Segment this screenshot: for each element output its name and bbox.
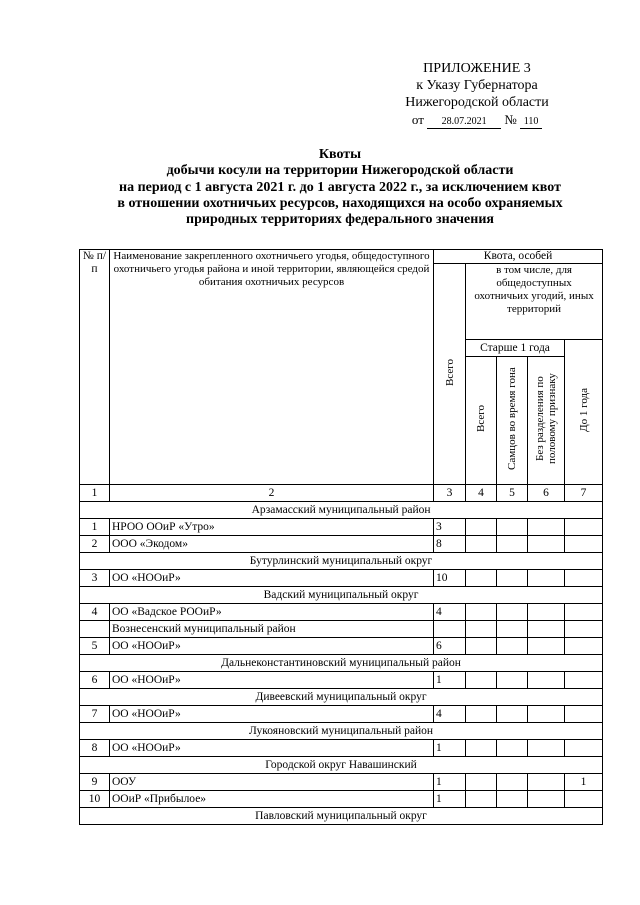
colnum-4: 4 — [466, 485, 497, 502]
row-males — [497, 774, 528, 791]
row-males — [497, 740, 528, 757]
colnum-3: 3 — [434, 485, 466, 502]
row-total: 1 — [434, 774, 466, 791]
row-nosex — [528, 706, 565, 723]
row-older-total — [466, 740, 497, 757]
row-total: 1 — [434, 740, 466, 757]
row-under1 — [565, 536, 603, 553]
blank-cell — [434, 621, 466, 638]
row-name: ОО «НООиР» — [110, 638, 434, 655]
row-under1 — [565, 604, 603, 621]
row-num: 2 — [80, 536, 110, 553]
table-row — [80, 706, 603, 723]
header-quota: Квота, особей — [434, 250, 603, 264]
title-line1: Квоты — [318, 147, 362, 162]
table-row — [80, 740, 603, 757]
table-row — [80, 791, 603, 808]
region-row: Городской округ Навашинский — [80, 757, 603, 774]
row-total: 10 — [434, 570, 466, 587]
row-under1 — [565, 638, 603, 655]
row-older-total — [466, 672, 497, 689]
row-males — [497, 791, 528, 808]
row-name: ОО «НООиР» — [110, 706, 434, 723]
row-nosex — [528, 536, 565, 553]
blank-cell — [497, 621, 528, 638]
region-row: Дивеевский муниципальный округ — [80, 689, 603, 706]
title-line3: на период с 1 августа 2021 г. до 1 августа 2022 г., за исключением квот — [119, 179, 561, 195]
colnum-1: 1 — [80, 485, 110, 502]
annex-line1: ПРИЛОЖЕНИЕ 3 — [423, 61, 531, 76]
header-under1: До 1 года — [577, 388, 590, 432]
annex-line2: к Указу Губернатора — [416, 78, 538, 93]
row-total: 1 — [434, 791, 466, 808]
row-total: 8 — [434, 536, 466, 553]
row-num: 1 — [80, 519, 110, 536]
table-row — [80, 774, 603, 791]
row-older-total — [466, 519, 497, 536]
row-under1 — [565, 519, 603, 536]
row-males — [497, 604, 528, 621]
region-row: Лукояновский муниципальный район — [80, 723, 603, 740]
row-num: 7 — [80, 706, 110, 723]
row-nosex — [528, 570, 565, 587]
region-row: Бутурлинский муниципальный округ — [80, 553, 603, 570]
row-num: 10 — [80, 791, 110, 808]
row-total: 1 — [434, 672, 466, 689]
header-nosex-cell — [528, 357, 565, 485]
table-row — [80, 536, 603, 553]
row-older-total — [466, 791, 497, 808]
row-num: 6 — [80, 672, 110, 689]
row-older-total — [466, 638, 497, 655]
row-nosex — [528, 740, 565, 757]
row-total: 4 — [434, 604, 466, 621]
row-males — [497, 536, 528, 553]
row-num: 9 — [80, 774, 110, 791]
title-line4: в отношении охотничьих ресурсов, находящихся на особо охраняемых — [117, 195, 563, 211]
header-males: Самцов во время гона — [506, 367, 518, 470]
row-males — [497, 672, 528, 689]
header-older-total: Всего — [475, 405, 487, 432]
row-name: ОО «Вадское РООиР» — [110, 604, 434, 621]
annex-date-line — [387, 111, 567, 129]
header-total-cell — [434, 264, 466, 485]
colnum-5: 5 — [497, 485, 528, 502]
table-row — [80, 672, 603, 689]
row-nosex — [528, 604, 565, 621]
row-males — [497, 570, 528, 587]
row-under1: 1 — [565, 774, 603, 791]
column-numbers-row — [80, 485, 603, 502]
header-nosex: Без разделения по половому признаку — [534, 373, 558, 464]
header-incl: в том числе, для общедоступных охотничьих угодий, иных территорий — [466, 264, 603, 340]
row-total: 6 — [434, 638, 466, 655]
row-under1 — [565, 570, 603, 587]
row-name: ООУ — [110, 774, 434, 791]
blank-cell — [565, 621, 603, 638]
row-num: 4 — [80, 604, 110, 621]
row-name: ООиР «Прибылое» — [110, 791, 434, 808]
table-row — [80, 638, 603, 655]
row-males — [497, 519, 528, 536]
annex-block — [387, 60, 567, 129]
row-males — [497, 706, 528, 723]
row-under1 — [565, 672, 603, 689]
row-nosex — [528, 774, 565, 791]
row-name: ОО «НООиР» — [110, 672, 434, 689]
row-under1 — [565, 740, 603, 757]
annex-date: 28.07.2021 — [427, 116, 501, 129]
row-num: 3 — [80, 570, 110, 587]
colnum-6: 6 — [528, 485, 565, 502]
row-name: ОО «НООиР» — [110, 570, 434, 587]
row-older-total — [466, 604, 497, 621]
row-num: 5 — [80, 638, 110, 655]
header-older-total-cell — [466, 357, 497, 485]
row-under1 — [565, 706, 603, 723]
header-males-cell — [497, 357, 528, 485]
blank-cell — [528, 621, 565, 638]
row-under1 — [565, 791, 603, 808]
region-row: Арзамасский муниципальный район — [80, 502, 603, 519]
header-num: № п/п — [80, 250, 110, 485]
blank-num-cell — [80, 621, 110, 638]
annex-line3: Нижегородской области — [405, 95, 549, 110]
row-older-total — [466, 774, 497, 791]
row-older-total — [466, 536, 497, 553]
row-nosex — [528, 638, 565, 655]
blank-cell — [466, 621, 497, 638]
row-name: ООО «Экодом» — [110, 536, 434, 553]
header-older: Старше 1 года — [466, 340, 565, 357]
quota-table — [79, 249, 603, 825]
row-num: 8 — [80, 740, 110, 757]
document-title — [60, 147, 620, 228]
region-row: Вадский муниципальный округ — [80, 587, 603, 604]
row-name: ОО «НООиР» — [110, 740, 434, 757]
title-line2: добычи косули на территории Нижегородской области — [166, 163, 514, 179]
row-nosex — [528, 791, 565, 808]
annex-from-label: от — [411, 112, 424, 127]
header-name: Наименование закрепленного охотничьего угодья, общедоступного охотничьего угодья района и иной территории, являющейся средой обитания охотничьих ресурсов — [110, 250, 434, 485]
table-row — [80, 570, 603, 587]
row-older-total — [466, 706, 497, 723]
region-row: Дальнеконстантиновский муниципальный район — [80, 655, 603, 672]
header-under1-cell — [565, 340, 603, 485]
title-line5: природных территориях федерального значения — [186, 212, 494, 228]
table-row — [80, 519, 603, 536]
row-total: 4 — [434, 706, 466, 723]
region-row: Павловский муниципальный округ — [80, 808, 603, 825]
colnum-7: 7 — [565, 485, 603, 502]
annex-number-sign: № — [504, 112, 517, 127]
table-row — [80, 604, 603, 621]
colnum-2: 2 — [110, 485, 434, 502]
annex-number: 110 — [520, 116, 542, 129]
region-row: Вознесенский муниципальный район — [110, 621, 434, 638]
row-nosex — [528, 519, 565, 536]
row-older-total — [466, 570, 497, 587]
row-name: НРОО ООиР «Утро» — [110, 519, 434, 536]
header-total: Всего — [443, 358, 456, 386]
row-males — [497, 638, 528, 655]
row-nosex — [528, 672, 565, 689]
row-total: 3 — [434, 519, 466, 536]
